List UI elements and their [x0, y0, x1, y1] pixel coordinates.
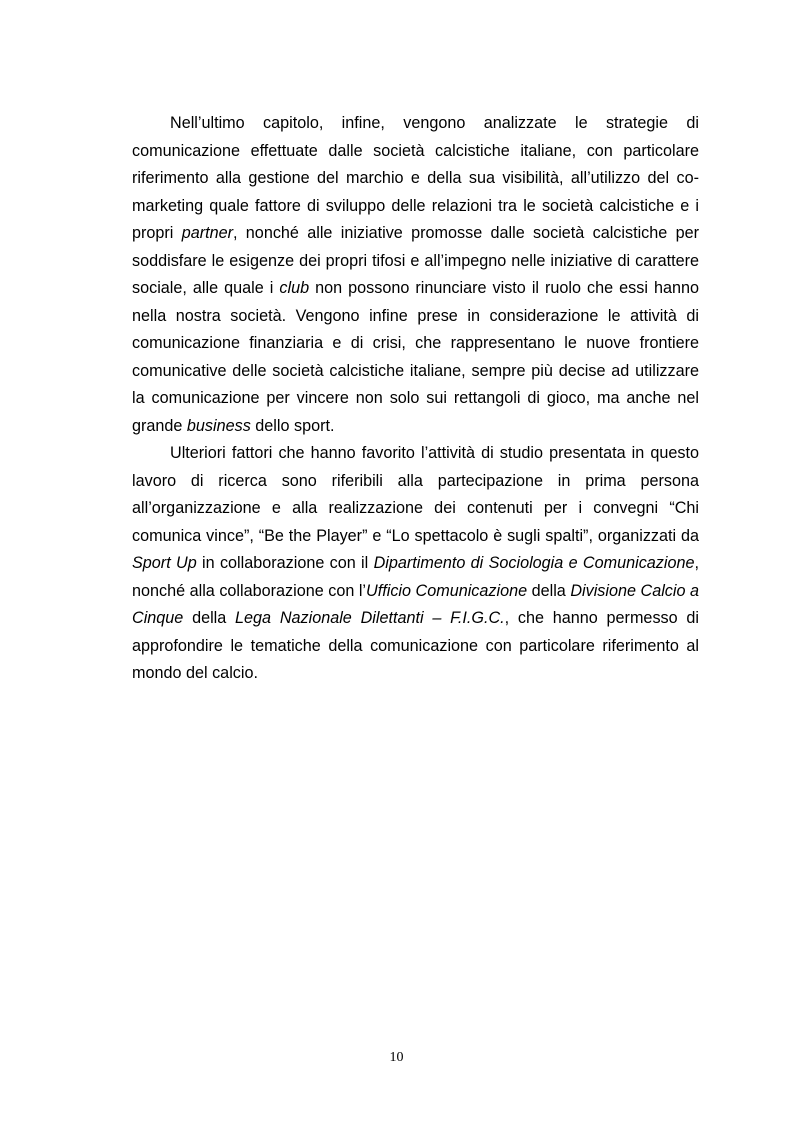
italic-text: Sport Up: [132, 554, 197, 572]
paragraph: [132, 110, 699, 440]
paragraph: [132, 440, 699, 688]
text-run: dello sport.: [250, 416, 335, 435]
text-run: Nell’ultimo capitolo, infine, vengono analizzate le strategie di comunicazione effettuate dalle società calcistiche italiane, con particolare riferimento alla gestione del marchio e della sua visibilità, all’utilizzo del co-marketing quale fattore di sviluppo delle relazioni tra le società calcistiche e i propri: [132, 114, 699, 242]
italic-text: Lega Nazionale Dilettanti – F.I.G.C.: [235, 609, 505, 627]
text-run: non possono rinunciare visto il ruolo che essi hanno nella nostra società. Vengono infine prese in considerazione le attività di comunicazione finanziaria e di crisi, che rappresentano le nuove frontiere comunicative delle società calcistiche italiane, sempre più decise ad utilizzare la comunicazione per vincere non solo sui rettangoli di gioco, ma anche nel grande: [132, 279, 700, 435]
text-run: della: [527, 581, 571, 600]
body-text: [132, 110, 699, 688]
text-run: Ulteriori fattori che hanno favorito l’attività di studio presentata in questo lavoro di ricerca sono riferibili alla partecipazione in prima persona all’organizzazione e alla realizzazione dei contenuti per i convegni “Chi comunica vince”, “Be the Player” e “Lo spettacolo è sugli spalti”, organizzati da: [132, 444, 699, 545]
italic-text: Dipartimento di Sociologia e Comunicazione: [373, 554, 695, 572]
text-run: della: [183, 609, 236, 627]
italic-text: club: [279, 279, 310, 297]
italic-text: Divisione Calcio a Cinque: [132, 581, 700, 627]
text-run: , nonché alla collaborazione con l’: [132, 554, 699, 600]
text-run: in collaborazione con il: [196, 554, 374, 572]
italic-text: business: [186, 416, 251, 435]
italic-text: Ufficio Comunicazione: [366, 581, 528, 600]
italic-text: partner: [181, 224, 233, 242]
text-run: , che hanno permesso di approfondire le tematiche della comunicazione con particolare riferimento al mondo del calcio.: [132, 609, 699, 682]
page-number: 10: [389, 1050, 404, 1065]
text-run: , nonché alle iniziative promosse dalle società calcistiche per soddisfare le esigenze dei propri tifosi e all’impegno nelle iniziative di carattere sociale, alle quale i: [132, 224, 699, 297]
